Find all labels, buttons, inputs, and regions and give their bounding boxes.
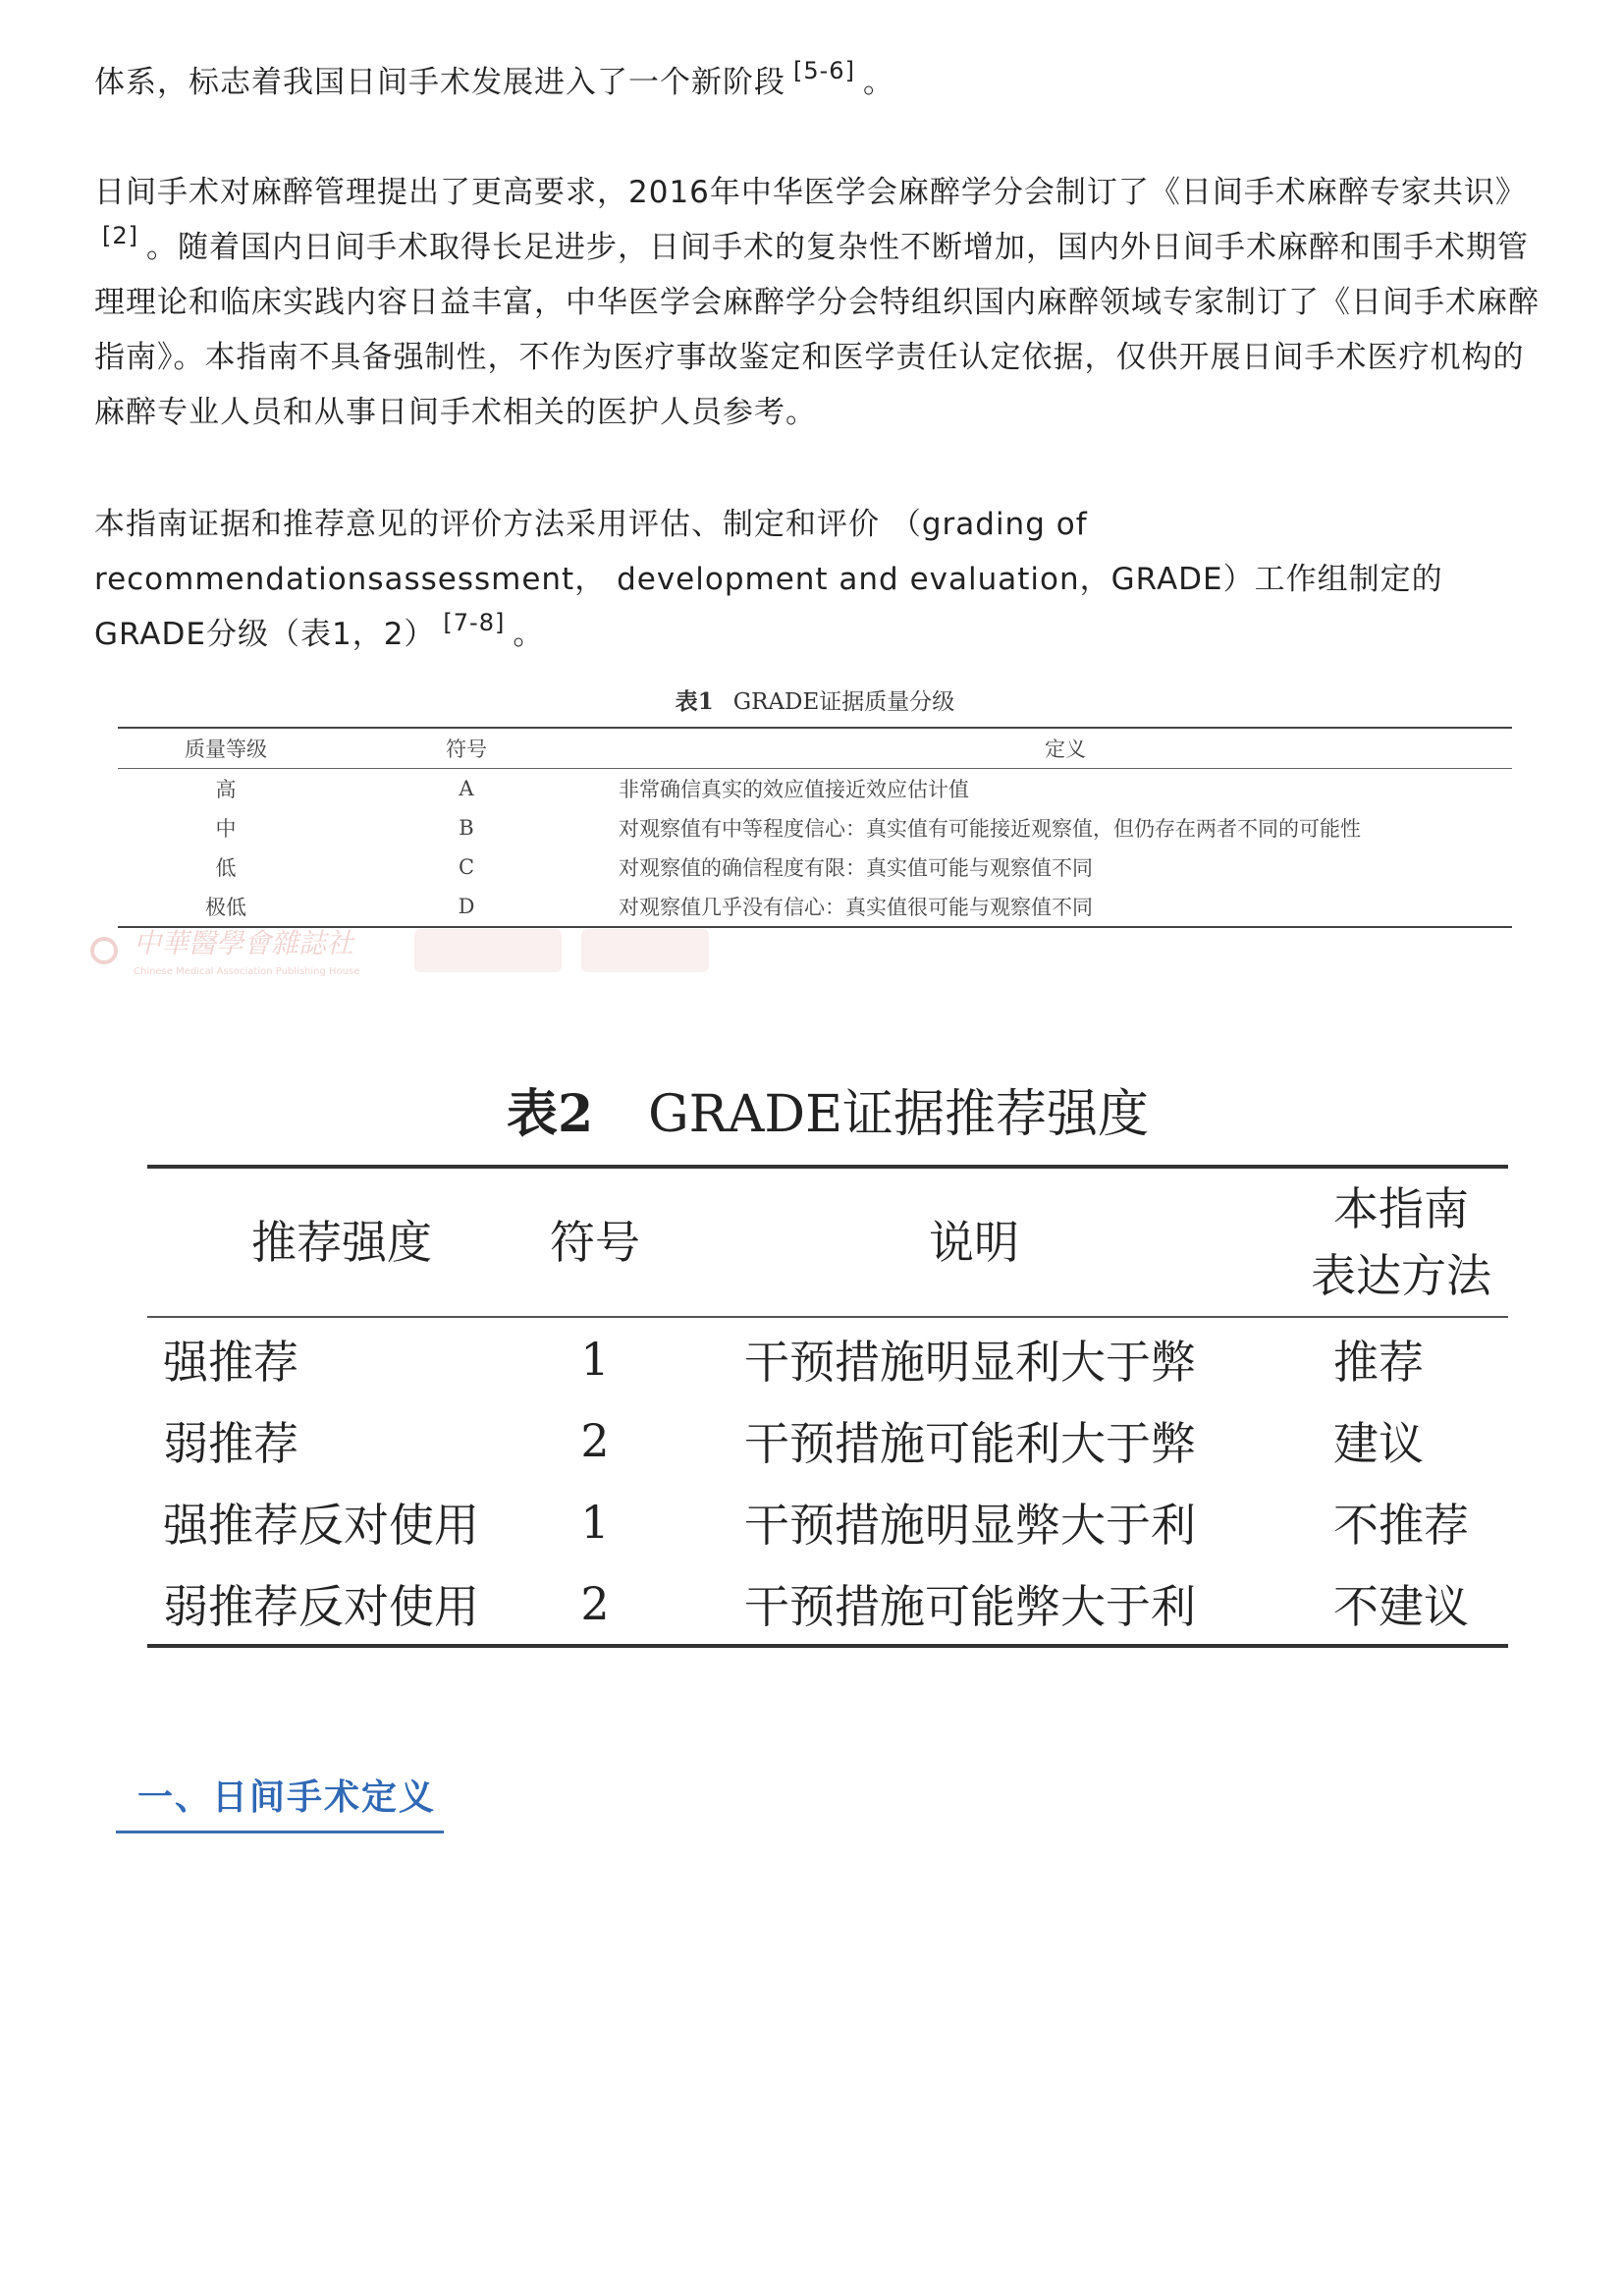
paragraph-methods [94, 497, 1547, 662]
cell-definition: 对观察值几乎没有信心：真实值很可能与观察值不同 [599, 887, 1512, 927]
watermark-text-en: Chinese Medical Association Publishing House [134, 966, 360, 977]
cell-symbol: 2 [536, 1562, 654, 1646]
paragraph-tail: 。 [513, 617, 545, 652]
paragraph-text: 体系，标志着我国日间手术发展进入了一个新阶段 [94, 65, 785, 100]
header-cell-description: 说明 [654, 1167, 1294, 1317]
cell-quality-level: 高 [215, 778, 237, 801]
table1-title: GRADE证据质量分级 [732, 689, 955, 715]
citation-ref[interactable]: [5-6] [793, 57, 855, 84]
table-row [118, 808, 1512, 847]
cell-quality-level: 中 [215, 817, 237, 841]
table-row [118, 847, 1512, 887]
table2-label: 表2 [506, 1084, 594, 1144]
cell-symbol: 1 [580, 1495, 610, 1549]
watermark-text-cn: 中華醫學會雜誌社 [134, 927, 354, 959]
header-cell-symbol: 符号 [334, 728, 599, 769]
citation-ref[interactable]: [7-8] [443, 609, 506, 636]
table-recommendation-strength [147, 1165, 1508, 1648]
cell-strength: 弱推荐反对使用 [147, 1562, 536, 1646]
cell-strength: 弱推荐 [163, 1416, 298, 1470]
cell-quality-level: 极低 [118, 887, 334, 927]
publisher-watermark-logo [90, 921, 719, 982]
table-header-row [147, 1167, 1508, 1317]
cell-description: 干预措施可能弊大于利 [654, 1562, 1294, 1646]
paragraph-text: 日间手术对麻醉管理提出了更高要求，2016年中华医学会麻醉学分会制订了《日间手术麻醉专家共识》 [94, 175, 1527, 210]
table-row [147, 1562, 1508, 1646]
cell-description: 干预措施可能利大于弊 [744, 1416, 1196, 1470]
watermark-seal-icon [92, 939, 116, 962]
cell-definition: 非常确信真实的效应值接近效应估计值 [619, 778, 969, 801]
cell-symbol: 1 [580, 1332, 610, 1386]
cell-symbol: B [459, 816, 474, 840]
paragraph-tail: 。 [862, 65, 894, 100]
cell-strength: 强推荐反对使用 [163, 1498, 479, 1552]
header-cell-strength: 推荐强度 [147, 1167, 536, 1317]
table1-label: 表1 [675, 688, 714, 715]
cell-description: 干预措施明显弊大于利 [744, 1498, 1196, 1552]
cell-definition: 对观察值有中等程度信心：真实值有可能接近观察值，但仍存在两者不同的可能性 [619, 817, 1361, 841]
cell-expression: 不建议 [1294, 1562, 1508, 1646]
section-heading[interactable] [116, 1762, 444, 1833]
table-header-row [118, 728, 1512, 769]
watermark-blur-block [581, 929, 709, 972]
cell-symbol: A [459, 777, 474, 800]
cell-symbol: 2 [580, 1413, 610, 1467]
table-row [118, 769, 1512, 809]
watermark-blur-block [414, 929, 562, 972]
header-cell-symbol: 符号 [536, 1167, 654, 1317]
cell-quality-level: 低 [215, 856, 237, 880]
header-cell-expression [1294, 1167, 1508, 1317]
header-line: 本指南 [1333, 1182, 1469, 1235]
table1-caption [118, 683, 1512, 716]
table2-title: GRADE证据推荐强度 [648, 1085, 1150, 1144]
cell-symbol: C [458, 855, 475, 879]
cell-expression: 推荐 [1333, 1335, 1424, 1389]
cell-expression: 建议 [1333, 1416, 1424, 1470]
table-row [147, 1399, 1508, 1481]
table-row [147, 1317, 1508, 1399]
paragraph-intro-end [94, 55, 1547, 110]
cell-expression: 不推荐 [1333, 1498, 1469, 1552]
cell-description: 干预措施明显利大于弊 [744, 1335, 1196, 1389]
cell-definition: 对观察值的确信程度有限：真实值可能与观察值不同 [619, 856, 1093, 880]
citation-ref[interactable]: [2] [102, 222, 138, 249]
header-cell-definition: 定义 [599, 728, 1512, 769]
paragraph-text: 。随着国内日间手术取得长足进步，日间手术的复杂性不断增加，国内外日间手术麻醉和围手术期管理理论和临床实践内容日益丰富，中华医学会麻醉学分会特组织国内麻醉领域专家制订了《日间手术麻醉指南》。本指南不具备强制性，不作为医疗事故鉴定和医学责任认定依据，仅供开展日间手术医疗机构的麻醉专业人员和从事日间手术相关的医护人员参考。 [94, 230, 1540, 430]
paragraph-text: 本指南证据和推荐意见的评价方法采用评估、制定和评价 （grading of recommendationsassessment， development and evaluation，GRADE）工作组制定的GRADE分级（表1，2） [94, 507, 1443, 652]
cell-strength: 强推荐 [163, 1335, 298, 1389]
cell-symbol: D [334, 887, 599, 927]
header-line: 表达方法 [1311, 1249, 1491, 1302]
table2-caption [147, 1072, 1508, 1146]
section-heading-text[interactable]: 一、日间手术定义 [137, 1777, 437, 1818]
table-evidence-quality [118, 727, 1512, 928]
header-cell-quality-level: 质量等级 [118, 728, 334, 769]
paragraph-background [94, 165, 1547, 440]
table-row [147, 1481, 1508, 1562]
